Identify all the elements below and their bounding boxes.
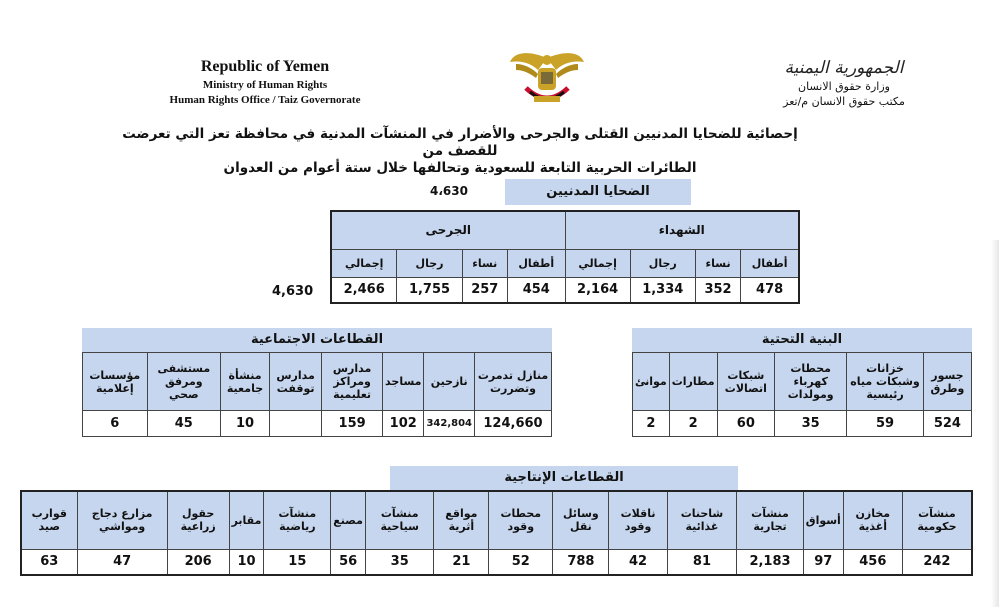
civilian-victims-total-side: 4,630 [272, 284, 314, 299]
social-value: 342,804 [424, 411, 475, 437]
prod-value: 10 [229, 549, 264, 575]
title-line-1: إحصائية للضحايا المدنيين القتلى والجرحى والأضرار في المنشآت المدنية في محافظة تعز التي تعرضت للقصف من [122, 126, 798, 159]
martyrs-children-value: 478 [741, 277, 799, 303]
martyrs-women-header: نساء [695, 249, 740, 277]
martyrs-women-value: 352 [695, 277, 740, 303]
prod-header: مواقع أثرية [434, 491, 489, 549]
social-value: 10 [221, 411, 270, 437]
ministry-name-ar: وزارة حقوق الانسان [798, 80, 890, 93]
prod-header: مقابر [229, 491, 264, 549]
prod-header: قوارب صيد [21, 491, 77, 549]
prod-header: مزارع دجاج ومواشي [77, 491, 167, 549]
prod-header: محطات وقود [489, 491, 553, 549]
republic-calligraphy: الجمهورية اليمنية [784, 58, 904, 78]
victims-table [330, 210, 800, 304]
infra-header: محطات كهرباء ومولدات [775, 353, 847, 411]
infra-value: 60 [717, 411, 775, 437]
infra-value: 35 [775, 411, 847, 437]
wounded-total-header: إجمالي [331, 249, 397, 277]
prod-value: 81 [667, 549, 737, 575]
wounded-women-header: نساء [462, 249, 507, 277]
infra-header: خزانات وشبكات مياه رئيسية [847, 353, 924, 411]
infrastructure-table [632, 352, 972, 437]
prod-value: 97 [803, 549, 843, 575]
prod-value: 21 [434, 549, 489, 575]
social-header: مساجد [383, 353, 424, 411]
infra-value: 59 [847, 411, 924, 437]
civilian-victims-total: 4،630 [430, 184, 468, 198]
social-value: 124,660 [475, 411, 552, 437]
arabic-letterhead [759, 58, 929, 108]
infra-value: 2 [633, 411, 670, 437]
prod-value: 35 [365, 549, 434, 575]
martyrs-total-header: إجمالي [565, 249, 630, 277]
prod-header: مخازن أغذية [843, 491, 902, 549]
prod-header: منشآت تجارية [737, 491, 803, 549]
infra-header: جسور وطرق [923, 353, 971, 411]
civilian-victims-label: الضحايا المدنيين [505, 179, 691, 205]
martyrs-total-value: 2,164 [565, 277, 630, 303]
martyrs-men-value: 1,334 [630, 277, 695, 303]
infrastructure-label: البنية التحتية [632, 328, 972, 352]
martyrs-children-header: أطفال [741, 249, 799, 277]
social-header: مدارس توقفت [270, 353, 322, 411]
social-header: مؤسسات إعلامية [83, 353, 148, 411]
infra-header: موانئ [633, 353, 670, 411]
prod-header: ناقلات وقود [609, 491, 667, 549]
wounded-women-value: 257 [462, 277, 507, 303]
prod-value: 56 [331, 549, 366, 575]
social-value: 159 [322, 411, 383, 437]
prod-header: مصنع [331, 491, 366, 549]
social-header: نازحين [424, 353, 475, 411]
wounded-total-value: 2,466 [331, 277, 397, 303]
office-name-ar: مكتب حقوق الانسان م/تعز [783, 95, 905, 108]
prod-header: منشآت سياحية [365, 491, 434, 549]
social-value: 102 [383, 411, 424, 437]
english-letterhead [150, 58, 380, 106]
infra-value: 2 [669, 411, 717, 437]
wounded-men-value: 1,755 [397, 277, 462, 303]
productive-sectors-table [20, 490, 973, 576]
prod-header: أسواق [803, 491, 843, 549]
social-sectors-label: القطاعات الاجتماعية [82, 328, 552, 352]
wounded-children-header: أطفال [507, 249, 565, 277]
prod-value: 2,183 [737, 549, 803, 575]
document-title [120, 126, 800, 177]
prod-value: 206 [167, 549, 229, 575]
infra-header: مطارات [669, 353, 717, 411]
social-header: منازل تدمرت وتضررت [475, 353, 552, 411]
prod-header: حقول زراعية [167, 491, 229, 549]
social-value: 45 [147, 411, 220, 437]
prod-value: 788 [553, 549, 609, 575]
prod-header: منشآت حكومية [902, 491, 972, 549]
prod-header: وسائل نقل [553, 491, 609, 549]
social-header: منشأة جامعية [221, 353, 270, 411]
social-value: 6 [83, 411, 148, 437]
wounded-children-value: 454 [507, 277, 565, 303]
office-name: Human Rights Office / Taiz Governorate [169, 94, 361, 106]
social-header: مدارس ومراكز تعليمية [322, 353, 383, 411]
infra-value: 524 [923, 411, 971, 437]
social-header: مستشفى ومرفق صحي [147, 353, 220, 411]
martyrs-header: الشهداء [565, 211, 799, 249]
martyrs-men-header: رجال [630, 249, 695, 277]
prod-header: منشآت رياضية [264, 491, 331, 549]
ministry-name: Ministry of Human Rights [202, 79, 328, 91]
prod-value: 242 [902, 549, 972, 575]
wounded-men-header: رجال [397, 249, 462, 277]
prod-value: 456 [843, 549, 902, 575]
viewer-edge-shadow [991, 240, 999, 607]
prod-value: 47 [77, 549, 167, 575]
social-value [270, 411, 322, 437]
wounded-header: الجرحى [331, 211, 565, 249]
prod-header: شاحنات غذائية [667, 491, 737, 549]
social-sectors-table [82, 352, 552, 437]
productive-sectors-label: القطاعات الإنتاجية [390, 466, 738, 490]
yemen-eagle-emblem [508, 48, 586, 108]
prod-value: 63 [21, 549, 77, 575]
infra-header: شبكات اتصالات [717, 353, 775, 411]
prod-value: 52 [489, 549, 553, 575]
prod-value: 42 [609, 549, 667, 575]
republic-name: Republic of Yemen [200, 58, 330, 75]
prod-value: 15 [264, 549, 331, 575]
title-line-2: الطائرات الحربية التابعة للسعودية وتحالفها خلال ستة أعوام من العدوان [223, 160, 697, 176]
